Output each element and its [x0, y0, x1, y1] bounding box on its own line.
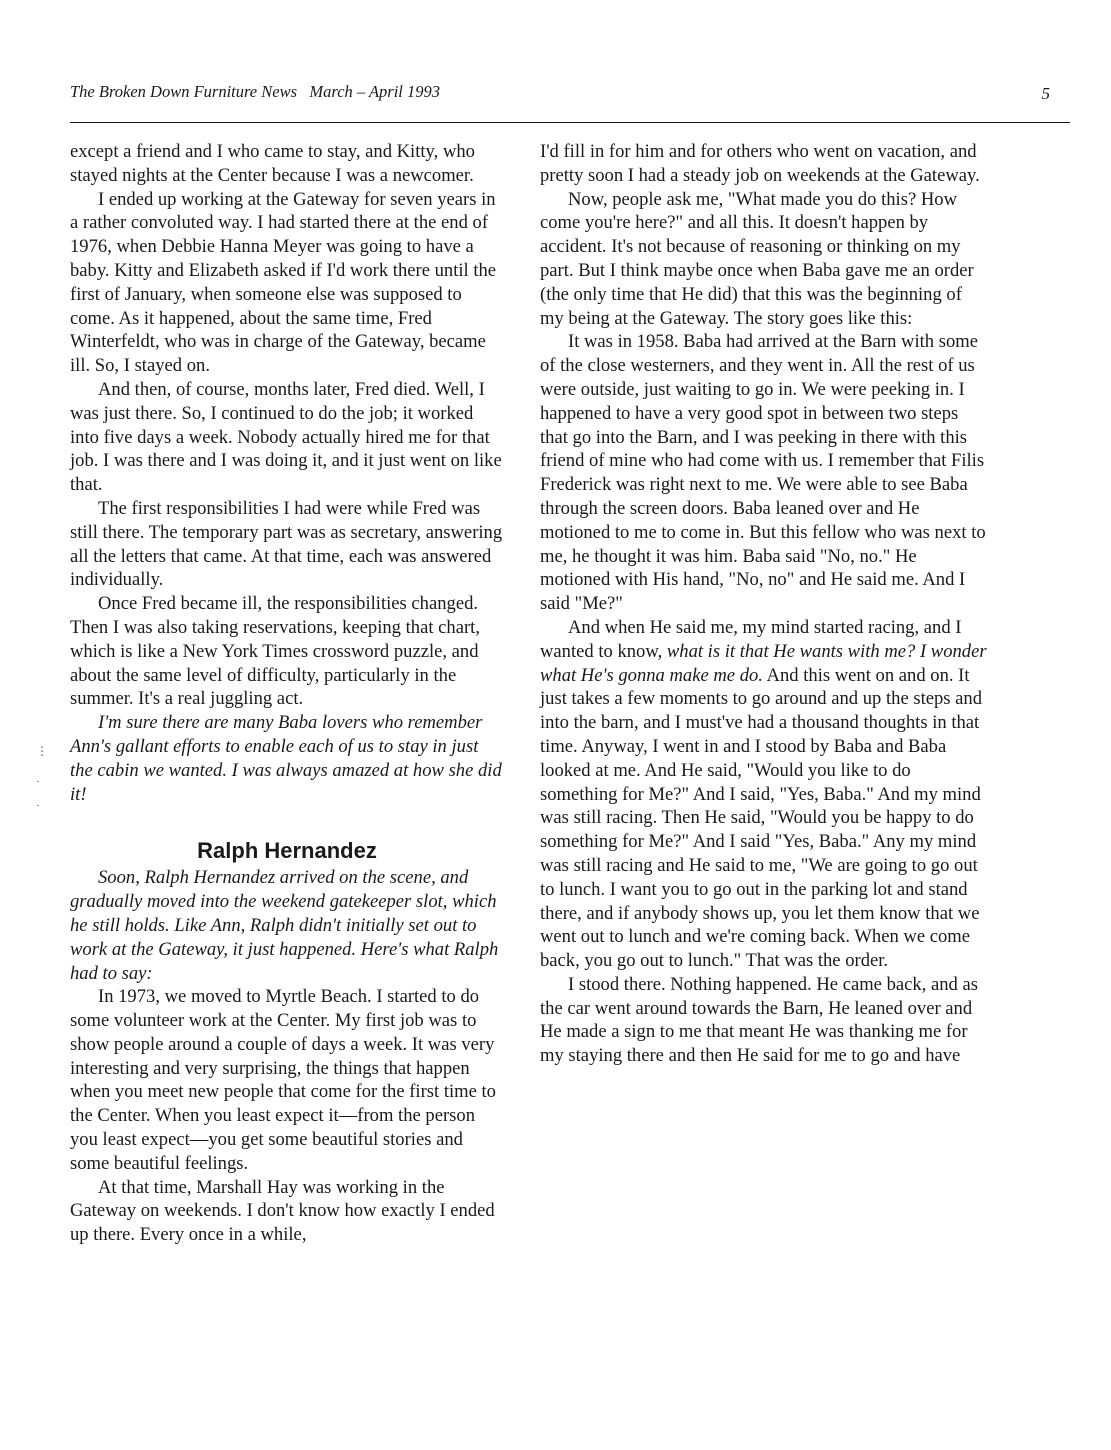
running-header — [70, 82, 1058, 116]
issue-date: March – April 1993 — [309, 82, 441, 101]
publication-title: The Broken Down Furniture News — [70, 82, 298, 101]
paragraph: except a friend and I who came to stay, and Kitty, who stayed nights at the Center because I was a newcomer. — [70, 141, 475, 186]
paragraph: Now, people ask me, "What made you do this? How come you're here?" and all this. It doesn't happen by accident. It's not because of reasoning or thinking on my part. But I think maybe once when Baba gave me an order (the only time that He did) that this was the beginning of my being at the Gateway. The story goes like this: — [540, 188, 974, 329]
paragraph: I'd fill in for him and for others who went on vacation, and pretty soon I had a steady job on weekends at the Gateway. — [540, 141, 980, 186]
right-column — [540, 140, 988, 1068]
margin-mark: · — [36, 774, 40, 788]
paragraph: Once Fred became ill, the responsibilities changed. Then I was also taking reservations, keeping that chart, which is like a New York Times crossword puzzle, and about the same level of difficulty, particularly in the summer. It's a real juggling act. — [70, 593, 480, 710]
paragraph — [540, 616, 988, 973]
paragraph: The first responsibilities I had were while Fred was still there. The temporary part was as secretary, answering all the letters that came. At that time, each was answered individually. — [70, 497, 503, 591]
paragraph: It was in 1958. Baba had arrived at the Barn with some of the close westerners, and they went in. All the rest of us were outside, just waiting to go in. We were peeking in. I happened to have a very good spot in between two steps that go into the Barn, and I was peeking in there with this friend of mine who had come with us. I remember that Filis Frederick was right next to me. We were able to see Baba through the screen doors. Baba leaned over and He motioned to me to come in. But this fellow who was next to me, he thought it was him. Baba said "No, no." He motioned with His hand, "No, no" and He said me. And I said "Me?" — [540, 331, 986, 615]
editor-note: Soon, Ralph Hernandez arrived on the scene, and gradually moved into the weekend gatekeeper slot, which he still holds. Like Ann, Ralph didn't initially set out to work at the Gateway, it just happened. Here's what Ralph had to say: — [70, 867, 499, 984]
left-column — [70, 140, 504, 1247]
margin-mark: ⋮ — [36, 744, 48, 758]
italic-run: what is it that He wants with me? I wonder what He's gonna make me do. — [540, 640, 987, 686]
paragraph: I stood there. Nothing happened. He came back, and as the car went around towards the Barn, He leaned over and He made a sign to me that meant He was thanking me for my staying there and then He said for me to go and have — [540, 973, 978, 1067]
editor-note: I'm sure there are many Baba lovers who remember Ann's gallant efforts to enable each of us to stay in just the cabin we wanted. I was always amazed at how she did it! — [70, 712, 502, 805]
text-run: And when He said me, my mind started racing, and I wanted to know, — [540, 616, 962, 662]
publication-line — [70, 82, 440, 102]
paragraph: And then, of course, months later, Fred died. Well, I was just there. So, I continued to do the job; it worked into five days a week. Nobody actually hired me for that job. I was there and I was doing it, and it just went on like that. — [70, 378, 502, 496]
header-rule — [70, 122, 1070, 123]
paragraph: I ended up working at the Gateway for seven years in a rather convoluted way. I had started there at the end of 1976, when Debbie Hanna Meyer was going to have a baby. Kitty and Elizabeth asked if I'd work there until the first of January, when someone else was supposed to come. As it happened, about the same time, Fred Winterfeldt, who was in charge of the Gateway, became ill. So, I stayed on. — [70, 188, 497, 377]
paragraph: At that time, Marshall Hay was working in the Gateway on weekends. I don't know how exactly I ended up there. Every once in a while, — [70, 1176, 495, 1246]
margin-mark: · — [36, 798, 40, 812]
paragraph: In 1973, we moved to Myrtle Beach. I started to do some volunteer work at the Center. My first job was to show people around a couple of days a week. It was very interesting and very surprising, the things that happen when you meet new people that come for the first time to the Center. When you least expect it—from the person you least expect—you get some beautiful stories and some beautiful feelings. — [70, 986, 496, 1174]
text-run: And this went on and on. It just takes a few moments to go around and up the steps and into the barn, and I must've had a thousand thoughts in that time. Anyway, I went in and I stood by Baba and Baba looked at me. And He said, "Would you like to do something for Me?" And I said, "Yes, Baba." And my mind was still racing. Then He said, "Would you be happy to do something for Me?" And I said "Yes, Baba." Any my mind was still racing and He said to me, "We are going to go out to lunch. I want you to go out in the parking lot and stand there, and if anybody shows up, you let them know that we went out to lunch and we're coming back. When we come back, you go out to lunch." That was the order. — [540, 664, 983, 972]
page-number: 5 — [1041, 84, 1050, 103]
section-heading: Ralph Hernandez — [197, 838, 377, 864]
